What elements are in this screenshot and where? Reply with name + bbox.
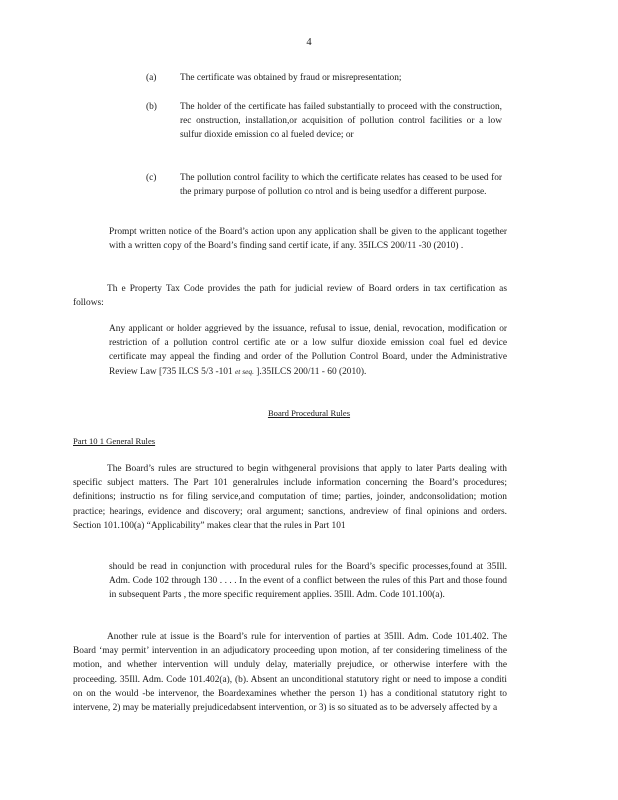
criterion-text: The pollution control facility to which the certificate relates has ceased to be used for the primary purpose of pollution co ntrol and is being usedfor a different purpose. bbox=[180, 173, 502, 198]
page-number: 4 bbox=[306, 37, 312, 48]
criterion-text: The holder of the certificate has failed substantially to proceed with the construction, rec onstruction, installation,or acquisition of pollution control facilities or a low sulfur dioxide emission co al fueled device; or bbox=[180, 102, 502, 141]
tax-code-intro-paragraph: Th e Property Tax Code provides the path for judicial review of Board orders in tax certification as follows: bbox=[73, 284, 507, 309]
board-procedural-rules-heading bbox=[0, 406, 618, 421]
applicability-quote: should be read in conjunction with procedural rules for the Board’s specific processes,found at 35Ill. Adm. Code 102 through 130 . . . . In the event of a conflict between the rules of this Part and those found in subsequent Parts , the more specific requirement applies. 35Ill. Adm. Code 101.100(a). bbox=[109, 562, 507, 601]
notice-quote: Prompt written notice of the Board’s action upon any application shall be given to the applicant together with a written copy of the Board’s finding sand certif icate, if any. 35ILCS 200/11 -30 (2010) . bbox=[109, 227, 507, 252]
appeal-quote bbox=[109, 322, 507, 379]
heading-text: Board Procedural Rules bbox=[267, 408, 351, 418]
et-seq-citation: et seq. bbox=[235, 366, 254, 376]
appeal-quote-text: Any applicant or holder aggrieved by the issuance, refusal to issue, denial, revocation, modification or restriction of a pollution control certific ate or a low sulfur dioxide emission coal fuel ed device certificate may appeal the finding and order of the Pollution Control Board, under the Administrative Review Law [735 ILCS 5/3 -101 bbox=[109, 324, 507, 377]
intervention-paragraph: Another rule at issue is the Board’s rule for intervention of parties at 35Ill. Adm. Code 101.402. The Board ‘may permit’ intervention in an adjudicatory proceeding upon motion, af ter considering timeliness of the motion, and whether intervention will unduly delay, materially prejudice, or otherwise interfere with the proceeding. 35Ill. Adm. Code 101.402(a), (b). Absent an unconditional statutory right or need to impose a conditi on on the would -be intervenor, the Boardexamines whether the person 1) has a conditional statutory right to intervene, 2) may be materially prejudicedabsent intervention, or 3) is so situated as to be adversely affected by a bbox=[73, 632, 507, 714]
heading-text: Part 10 1 General Rules bbox=[73, 436, 156, 446]
criterion-label: (b) bbox=[146, 102, 157, 112]
criterion-text: The certificate was obtained by fraud or misrepresentation; bbox=[180, 73, 402, 83]
criterion-label: (a) bbox=[146, 73, 157, 83]
appeal-quote-citation: ].35ILCS 200/11 - 60 (2010). bbox=[256, 366, 367, 377]
rules-structure-paragraph: The Board’s rules are structured to begin withgeneral provisions that apply to later Parts dealing with specific subject matters. The Part 101 generalrules include information concerning the Board’s procedures; definitions; instructio ns for filing service,and computation of time; parties, joinder, andconsolidation; motion practice; hearings, evidence and discovery; oral argument; sanctions, andreview of final opinions and orders. Section 101.100(a) “Applicability” makes clear that the rules in Part 101 bbox=[73, 464, 507, 531]
criterion-label: (c) bbox=[146, 173, 157, 183]
part-101-heading bbox=[73, 434, 155, 449]
